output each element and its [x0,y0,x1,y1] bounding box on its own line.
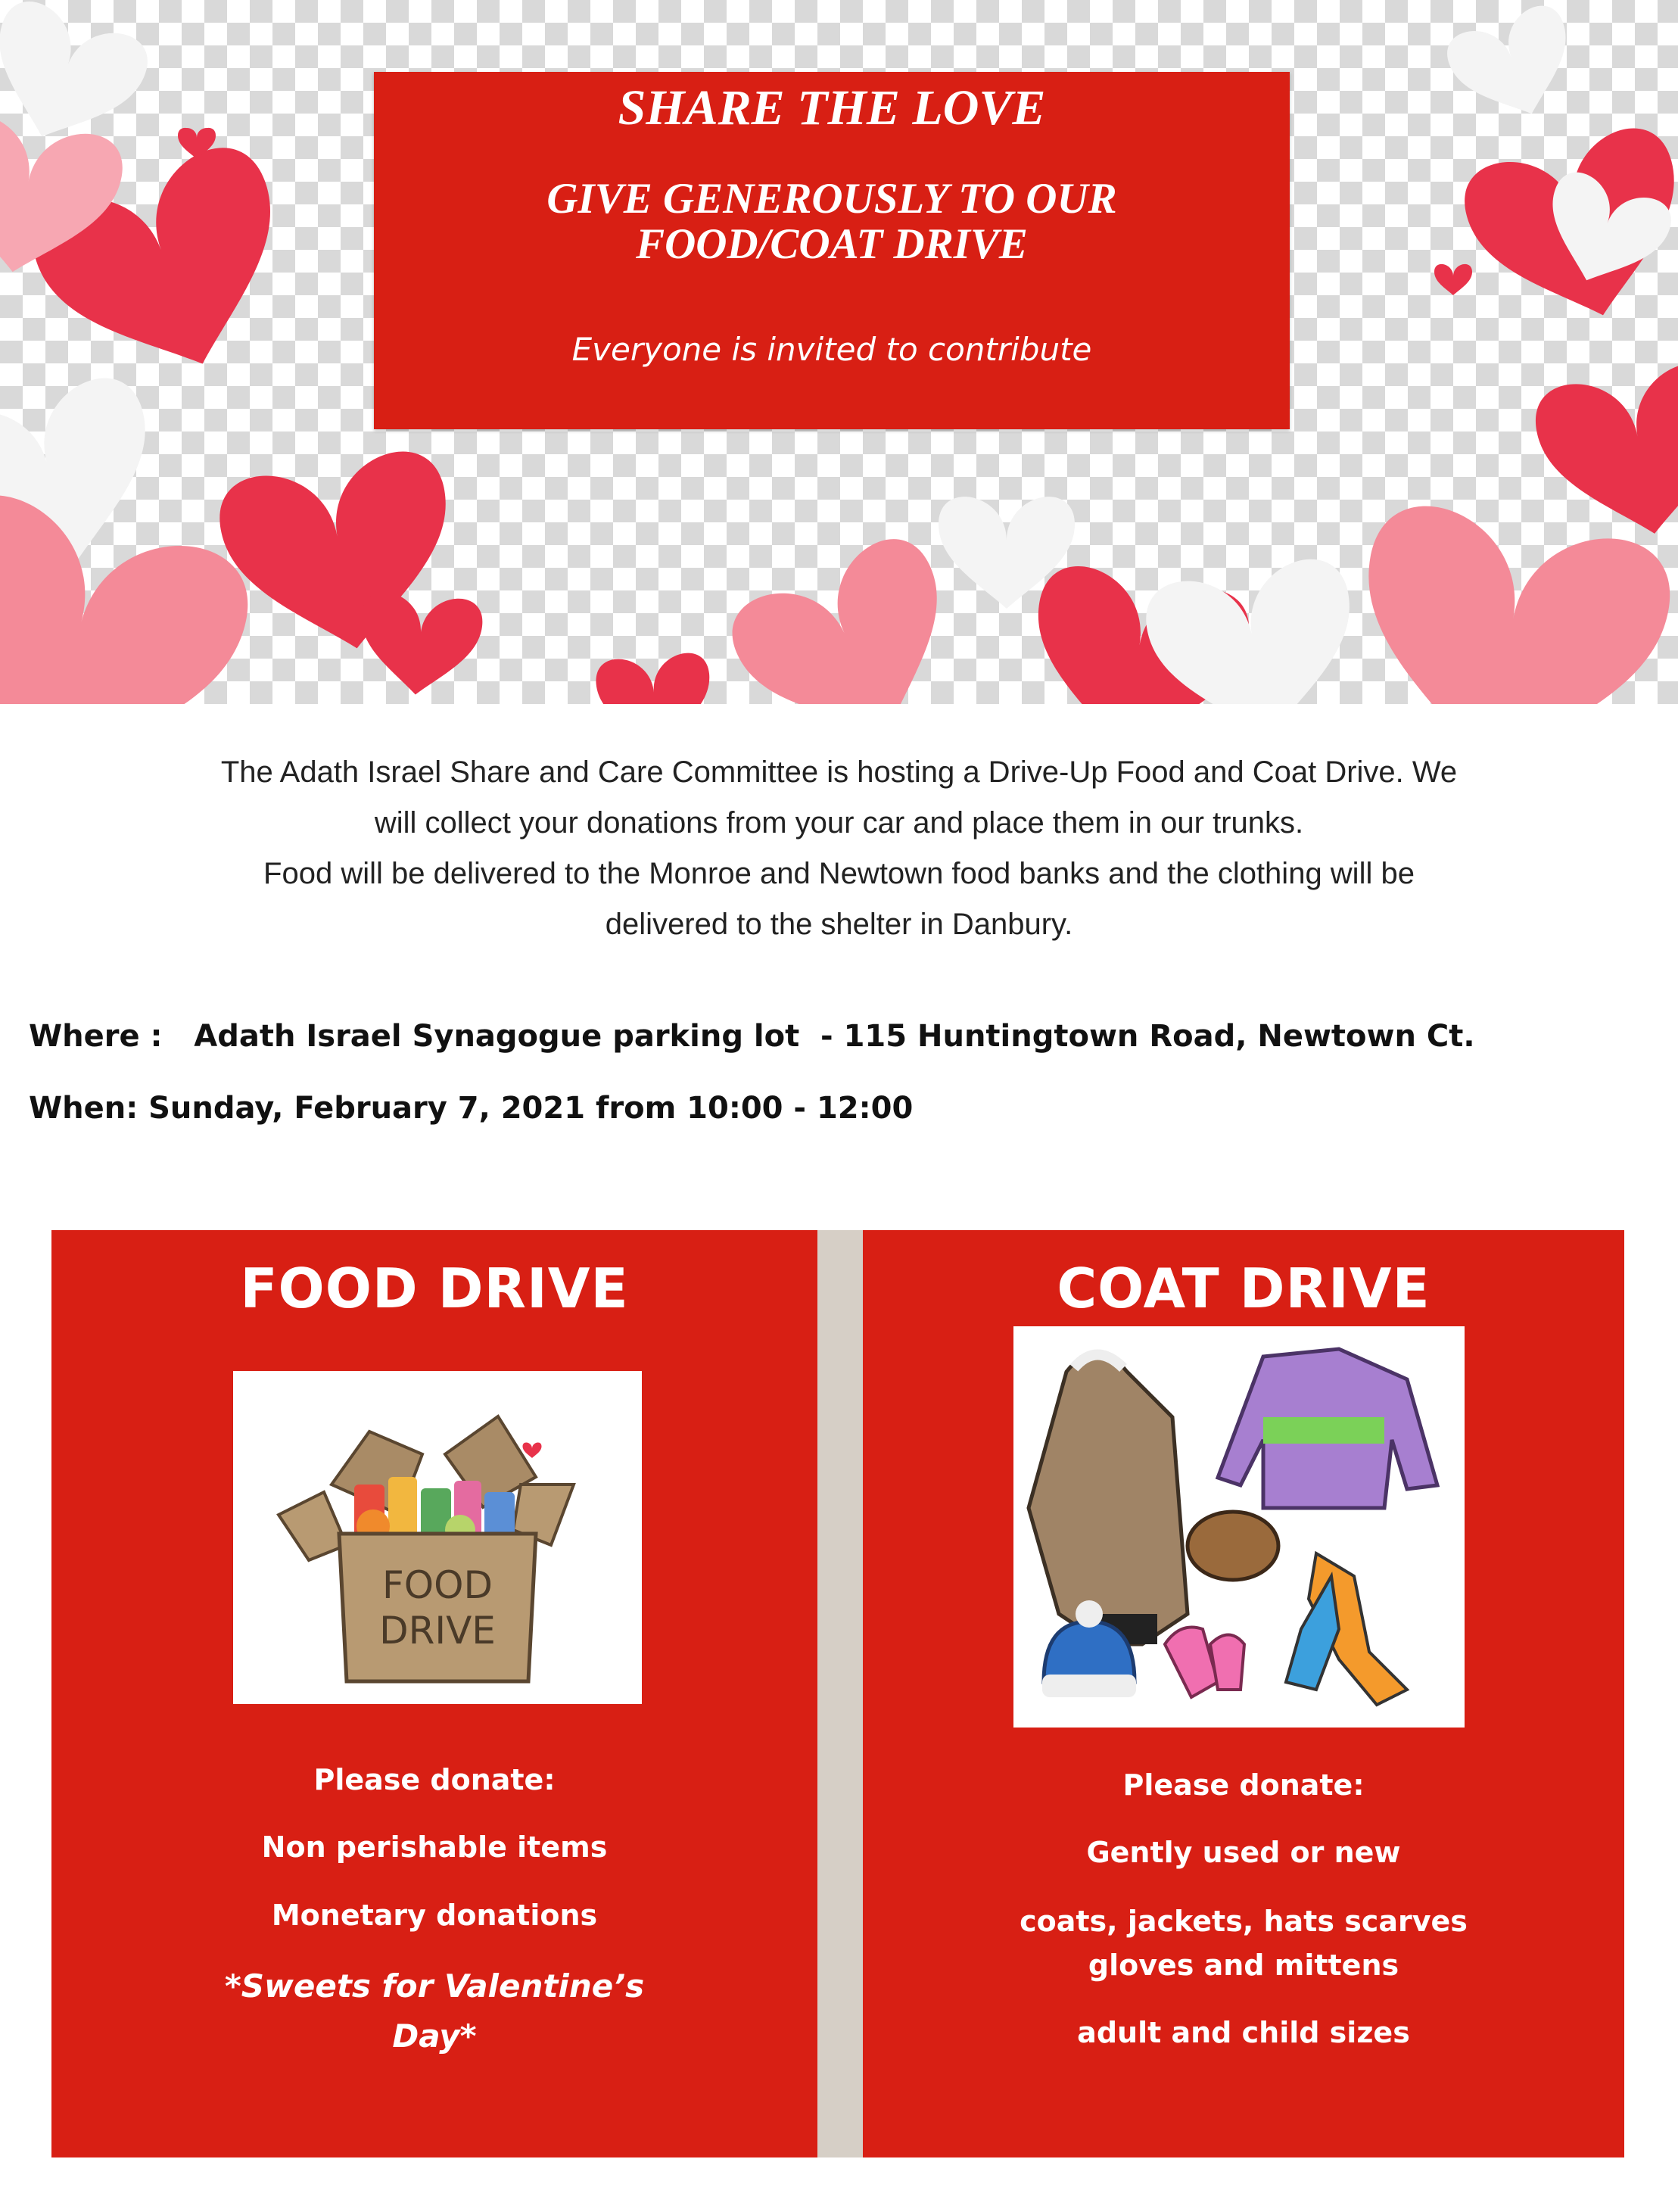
heart-shape [1337,497,1678,704]
heart-shape [1530,357,1678,551]
title-box [374,72,1290,429]
intro-line: Food will be delivered to the Monroe and Newtown food banks and the clothing will be [263,857,1415,890]
page-subtitle [374,176,1290,267]
coat-drive-title: COAT DRIVE [1057,1257,1431,1320]
heart-shape [594,651,715,704]
food-donate-item: Day* [392,2017,477,2055]
invite-text: Everyone is invited to contribute [571,331,1092,368]
food-drive-title: FOOD DRIVE [240,1257,629,1320]
subtitle-line: GIVE GENEROUSLY TO OUR [546,175,1117,223]
page-title: SHARE THE LOVE [618,80,1046,136]
subtitle-line: FOOD/COAT DRIVE [636,220,1028,268]
intro-line: The Adath Israel Share and Care Committee is hosting a Drive-Up Food and Coat Drive. We [220,756,1458,789]
food-drive-panel [51,1230,817,2157]
coat-drive-panel [863,1230,1624,2157]
coat-drive-image [1013,1326,1465,1728]
panel-divider [817,1230,863,2157]
food-box-icon [233,1371,642,1704]
box-text-line: DRIVE [379,1609,496,1653]
intro-line: will collect your donations from your car and place them in our trunks. [374,806,1304,840]
heart-shape [1441,0,1589,135]
food-donate-item: *Sweets for Valentine’s [224,1967,645,2005]
intro-line: delivered to the shelter in Danbury. [605,908,1073,941]
when-line: When: Sunday, February 7, 2021 from 10:00 - 12:00 [29,1091,914,1126]
coat-donate-item: coats, jackets, hats scarves [1020,1905,1468,1938]
intro-paragraph [30,747,1648,950]
food-donate-label: Please donate: [313,1763,556,1796]
winter-clothes-icon [1013,1326,1465,1728]
heart-shape [720,526,985,704]
box-text-line: FOOD [382,1563,493,1607]
where-line: Where : Adath Israel Synagogue parking lot - 115 Huntingtown Road, Newtown Ct. [29,1019,1475,1054]
coat-donate-item: adult and child sizes [1077,2016,1410,2049]
heart-shape [355,590,484,700]
coat-donate-label: Please donate: [1122,1768,1365,1802]
hearts-banner [0,0,1678,704]
heart-shape [1434,264,1472,295]
food-donate-item: Non perishable items [261,1830,608,1864]
coat-donate-item: Gently used or new [1086,1836,1401,1869]
food-donate-item: Monetary donations [271,1899,598,1932]
food-drive-image [233,1371,642,1704]
coat-donate-item: gloves and mittens [1088,1949,1399,1982]
